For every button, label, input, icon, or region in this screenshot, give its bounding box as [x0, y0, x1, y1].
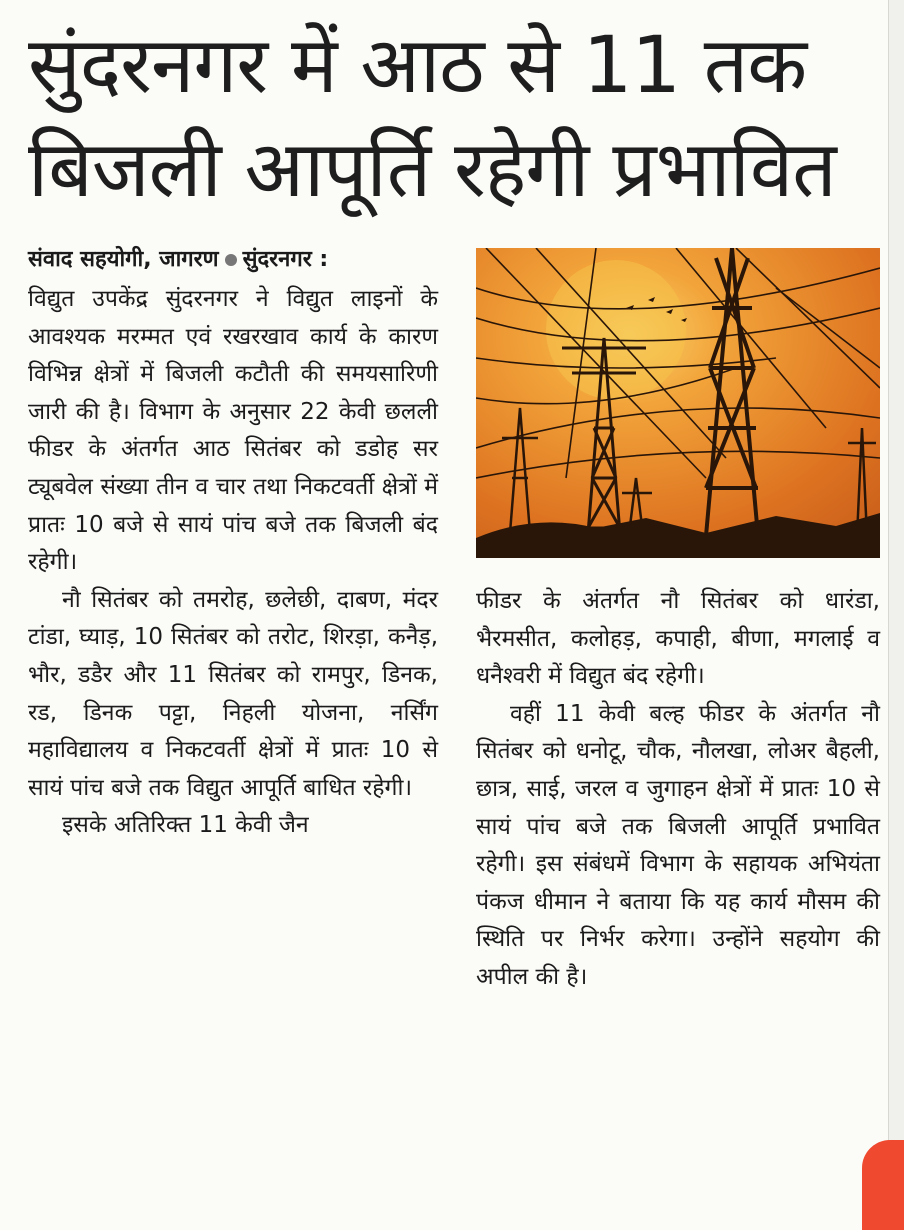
- paragraph: इसके अतिरिक्त 11 केवी जैन: [62, 812, 309, 839]
- paragraph: वहीं 11 केवी बल्ह फीडर के अंतर्गत नौ सितंबर को धनोटू, चौक, नौलखा, लोअर बैहली, छात्र, साई, जरल व जुगाहन क्षेत्रों में प्रातः 10 से सायं पांच बजे तक बिजली आपूर्ति प्रभावित रहेगी। इस संबंधमें विभाग के सहायक अभियंता पंकज धीमान ने बताया कि यह कार्य मौसम की स्थिति पर निर्भर करेगा। उन्होंने सहयोग की अपील की है।: [476, 700, 880, 990]
- paragraph: नौ सितंबर को तमरोह, छलेछी, दाबण, मंदर टांडा, घ्याड़, 10 सितंबर को तरोट, शिरड़ा, कनैड़, भौर, डडैर और 11 सितंबर को रामपुर, डिनक, रड, डिनक पट्टा, निहली योजना, नर्सिंग महाविद्यालय व निकटवर्ती क्षेत्रों में प्रातः 10 से सायं पांच बजे तक विद्युत आपूर्ति बाधित रहेगी।: [28, 586, 438, 801]
- paragraph: फीडर के अंतर्गत नौ सितंबर को धारंडा, भैरमसीत, कलोहड़, कपाही, बीणा, मगलाई व धनैश्वरी में विद्युत बंद रहेगी।: [476, 588, 880, 690]
- byline-source: संवाद सहयोगी, जागरण: [28, 247, 219, 272]
- adjacent-page-edge: [888, 0, 904, 1211]
- headline-line-1: सुंदरनगर में आठ से 11 तक: [28, 21, 807, 111]
- paragraph: विद्युत उपकेंद्र सुंदरनगर ने विद्युत लाइनों के आवश्यक मरम्मत एवं रखरखाव कार्य के कारण विभिन्न क्षेत्रों में बिजली कटौती की समयसारिणी जारी की है। विभाग के अनुसार 22 केवी छलली फीडर के अंतर्गत आठ सितंबर को डडोह सर ट्यूबवेल संख्या तीन व चार तथा निकटवर्ती क्षेत्रों में प्रातः 10 बजे से सायं पांच बजे तक बिजली बंद रहेगी।: [28, 286, 438, 576]
- headline-line-2: बिजली आपूर्ति रहेगी प्रभावित: [28, 125, 836, 215]
- bullet-icon: [225, 254, 237, 266]
- corner-badge[interactable]: [862, 1140, 904, 1230]
- power-towers-photo: [476, 248, 880, 558]
- byline-place: सुंदरनगर :: [242, 247, 329, 272]
- article-column-right: [476, 583, 880, 997]
- headline: [28, 14, 848, 222]
- byline: [28, 240, 438, 280]
- article-column-left: [28, 281, 438, 845]
- power-towers-illustration: [476, 248, 880, 558]
